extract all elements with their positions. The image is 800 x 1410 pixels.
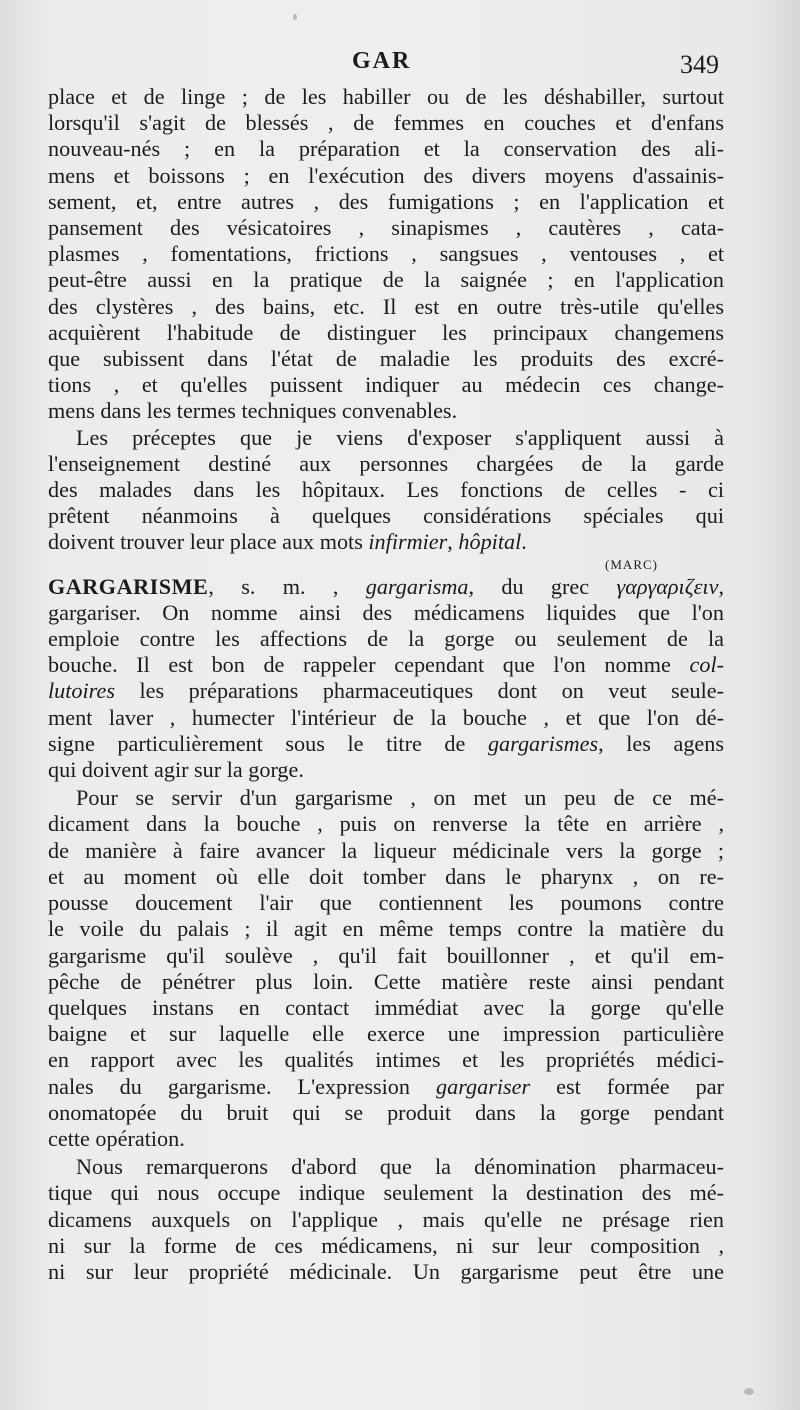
text-line: ment laver , humecter l'intérieur de la bouche , et que l'on dé- bbox=[48, 704, 724, 730]
text-segment: doivent trouver leur place aux mots bbox=[48, 529, 369, 555]
greek-term: γαργαριζειν bbox=[616, 573, 719, 599]
text-line: cette opération. bbox=[48, 1125, 185, 1151]
text-line: de manière à faire avancer la liqueur médicinale vers la gorge ; bbox=[48, 837, 724, 863]
text-segment: , bbox=[447, 529, 459, 555]
text-segment: , du grec bbox=[468, 573, 617, 599]
text-line: prêtent néanmoins à quelques considérations spéciales qui bbox=[48, 503, 724, 529]
cross-reference: hôpital bbox=[458, 529, 522, 555]
text-line: mens et boissons ; en l'exécution des divers moyens d'assainis- bbox=[48, 162, 724, 188]
text-line: plasmes , fomentations, frictions , sangsues , ventouses , et bbox=[48, 241, 724, 267]
dictionary-entry bbox=[48, 574, 724, 784]
author-signature: (MARC) bbox=[605, 556, 658, 572]
text-line: Les préceptes que je viens d'exposer s'appliquent aussi à bbox=[76, 424, 724, 450]
text-line: le voile du palais ; il agit en même temps contre la matière du bbox=[48, 916, 724, 942]
page-header bbox=[0, 48, 800, 84]
latin-term: gargarisma bbox=[365, 573, 469, 599]
text-line: pansement des vésicatoires , sinapismes , cautères , cata- bbox=[48, 215, 724, 241]
text-line: ni sur leur propriété médicinale. Un gargarisme peut être une bbox=[48, 1258, 724, 1284]
entry-headword: GARGARISME bbox=[48, 573, 209, 599]
text-segment: signe particulièrement sous le titre de bbox=[48, 730, 488, 756]
text-line bbox=[48, 1074, 724, 1100]
text-line: en rapport avec les qualités intimes et les propriétés médici- bbox=[48, 1047, 724, 1073]
text-line: des malades dans les hôpitaux. Les fonctions de celles - ci bbox=[48, 477, 724, 503]
text-segment: , s. m. , bbox=[208, 573, 366, 599]
paragraph bbox=[48, 1154, 724, 1285]
text-line: baigne et sur laquelle elle exerce une impression particulière bbox=[48, 1021, 724, 1047]
text-line: tique qui nous occupe indique seulement la destination des mé- bbox=[48, 1180, 724, 1206]
text-line bbox=[48, 652, 724, 678]
text-line bbox=[48, 731, 724, 757]
cross-reference: infirmier bbox=[368, 529, 448, 555]
text-segment: bouche. Il est bon de rappeler cependant que l'on nomme bbox=[48, 652, 690, 678]
text-line: l'enseignement destiné aux personnes chargées de la garde bbox=[48, 450, 724, 476]
text-segment: nales du gargarisme. L'expression bbox=[48, 1073, 437, 1099]
paragraph bbox=[48, 425, 724, 574]
italic-term: gargarismes bbox=[487, 730, 599, 756]
text-line: gargarisme qu'il soulève , qu'il fait bouillonner , et qu'il em- bbox=[48, 942, 724, 968]
paragraph bbox=[48, 84, 724, 425]
text-line: lorsqu'il s'agit de blessés , de femmes en couches et d'enfans bbox=[48, 110, 724, 136]
text-line: place et de linge ; de les habiller ou de les déshabiller, surtout bbox=[48, 84, 724, 109]
paper-speck bbox=[293, 14, 297, 20]
text-segment: . bbox=[521, 529, 527, 555]
text-line bbox=[48, 678, 724, 704]
text-line: onomatopée du bruit qui se produit dans la gorge pendant bbox=[48, 1099, 724, 1125]
paragraph bbox=[48, 785, 724, 1152]
text-line: quelques instans en contact immédiat avec la gorge qu'elle bbox=[48, 994, 724, 1020]
text-line: ni sur la forme de ces médicamens, ni sur leur composition , bbox=[48, 1232, 724, 1258]
text-line: nouveau-nés ; en la préparation et la conservation des ali- bbox=[48, 136, 724, 162]
italic-term: gargariser bbox=[436, 1073, 531, 1099]
italic-term: lutoires bbox=[48, 678, 115, 704]
text-line: qui doivent agir sur la gorge. bbox=[48, 757, 304, 783]
text-line: que subissent dans l'état de maladie les produits des excré- bbox=[48, 346, 724, 372]
text-line: et au moment où elle doit tomber dans le pharynx , on re- bbox=[48, 863, 724, 889]
text-line: sement, et, entre autres , des fumigations ; en l'application et bbox=[48, 188, 724, 214]
entry-heading-line bbox=[48, 574, 724, 600]
text-segment: est formée par bbox=[530, 1073, 724, 1099]
italic-term: col- bbox=[689, 652, 724, 678]
text-segment: , bbox=[718, 573, 724, 599]
body-text bbox=[48, 84, 724, 1285]
text-line: gargariser. On nomme ainsi des médicamens liquides que l'on bbox=[48, 599, 724, 625]
text-line: pousse doucement l'air que contiennent les poumons contre bbox=[48, 890, 724, 916]
text-segment: , les agens bbox=[598, 730, 724, 756]
text-line bbox=[48, 529, 724, 555]
text-line: tions , et qu'elles puissent indiquer au médecin ces change- bbox=[48, 372, 724, 398]
text-line: peut-être aussi en la pratique de la saignée ; en l'application bbox=[48, 267, 724, 293]
text-line: emploie contre les affections de la gorge ou seulement de la bbox=[48, 626, 724, 652]
text-line: des clystères , des bains, etc. Il est en outre très-utile qu'elles bbox=[48, 293, 724, 319]
text-line: dicament dans la bouche , puis on renverse la tête en arrière , bbox=[48, 811, 724, 837]
text-line: mens dans les termes techniques convenables. bbox=[48, 398, 458, 424]
text-line: Pour se servir d'un gargarisme , on met un peu de ce mé- bbox=[76, 785, 724, 811]
page-number: 349 bbox=[680, 50, 719, 79]
text-line: dicamens auxquels on l'applique , mais qu'elle ne présage rien bbox=[48, 1206, 724, 1232]
text-segment: les préparations pharmaceutiques dont on veut seule- bbox=[114, 678, 724, 704]
text-line: Nous remarquerons d'abord que la dénomination pharmaceu- bbox=[76, 1154, 724, 1180]
paper-speck bbox=[744, 1388, 754, 1395]
text-line: pêche de pénétrer plus loin. Cette matière reste ainsi pendant bbox=[48, 968, 724, 994]
text-line: acquièrent l'habitude de distinguer les principaux changemens bbox=[48, 319, 724, 345]
running-head: GAR bbox=[352, 48, 412, 74]
